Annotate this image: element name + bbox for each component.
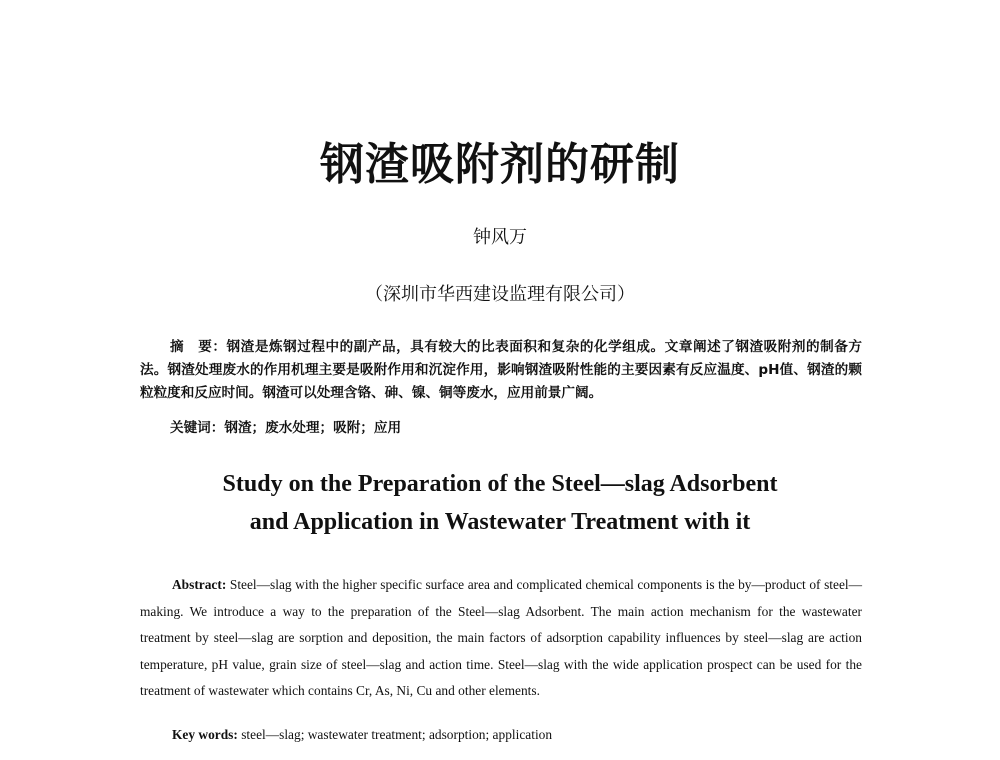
english-keywords — [172, 727, 552, 743]
english-keywords-label: Key words: — [172, 727, 238, 742]
chinese-title: 钢渣吸附剂的研制 — [320, 139, 680, 190]
chinese-author: 钟风万 — [473, 227, 527, 248]
english-abstract-text: Steel—slag with the higher specific surface area and complicated chemical components is the by—product of steel—making. We introduce a way to the preparation of the Steel—slag Adsorbent. The main action mechanism for the wastewater treatment by steel—slag are sorption and deposition, the main factors of adsorption capability influences by steel—slag are action temperature, pH value, grain size of steel—slag and action time. Steel—slag with the wide application prospect can be used for the treatment of wastewater which contains Cr, As, Ni, Cu and other elements. — [140, 577, 862, 698]
chinese-keywords-label: 关键词： — [170, 420, 225, 436]
chinese-keywords — [170, 416, 401, 436]
english-abstract — [140, 572, 862, 705]
english-title-line-1: Study on the Preparation of the Steel—slag Adsorbent — [222, 471, 778, 497]
english-title-line-2: and Application in Wastewater Treatment with it — [249, 509, 751, 535]
chinese-affiliation: （深圳市华西建设监理有限公司） — [365, 284, 635, 305]
chinese-abstract-text: 钢渣是炼钢过程中的副产品，具有较大的比表面积和复杂的化学组成。文章阐述了钢渣吸附剂的制备方法。钢渣处理废水的作用机理主要是吸附作用和沉淀作用，影响钢渣吸附性能的主要因素有反应温度、pH值、钢渣的颗粒粒度和反应时间。钢渣可以处理含铬、砷、镍、铜等废水，应用前景广阔。 — [140, 339, 863, 401]
chinese-keywords-text: 钢渣；废水处理；吸附；应用 — [224, 420, 402, 436]
english-abstract-label: Abstract: — [172, 577, 227, 592]
english-title — [0, 465, 1000, 541]
english-keywords-text: steel—slag; wastewater treatment; adsorption; application — [237, 727, 553, 742]
chinese-abstract — [140, 336, 862, 405]
chinese-abstract-label: 摘 要： — [170, 339, 227, 355]
